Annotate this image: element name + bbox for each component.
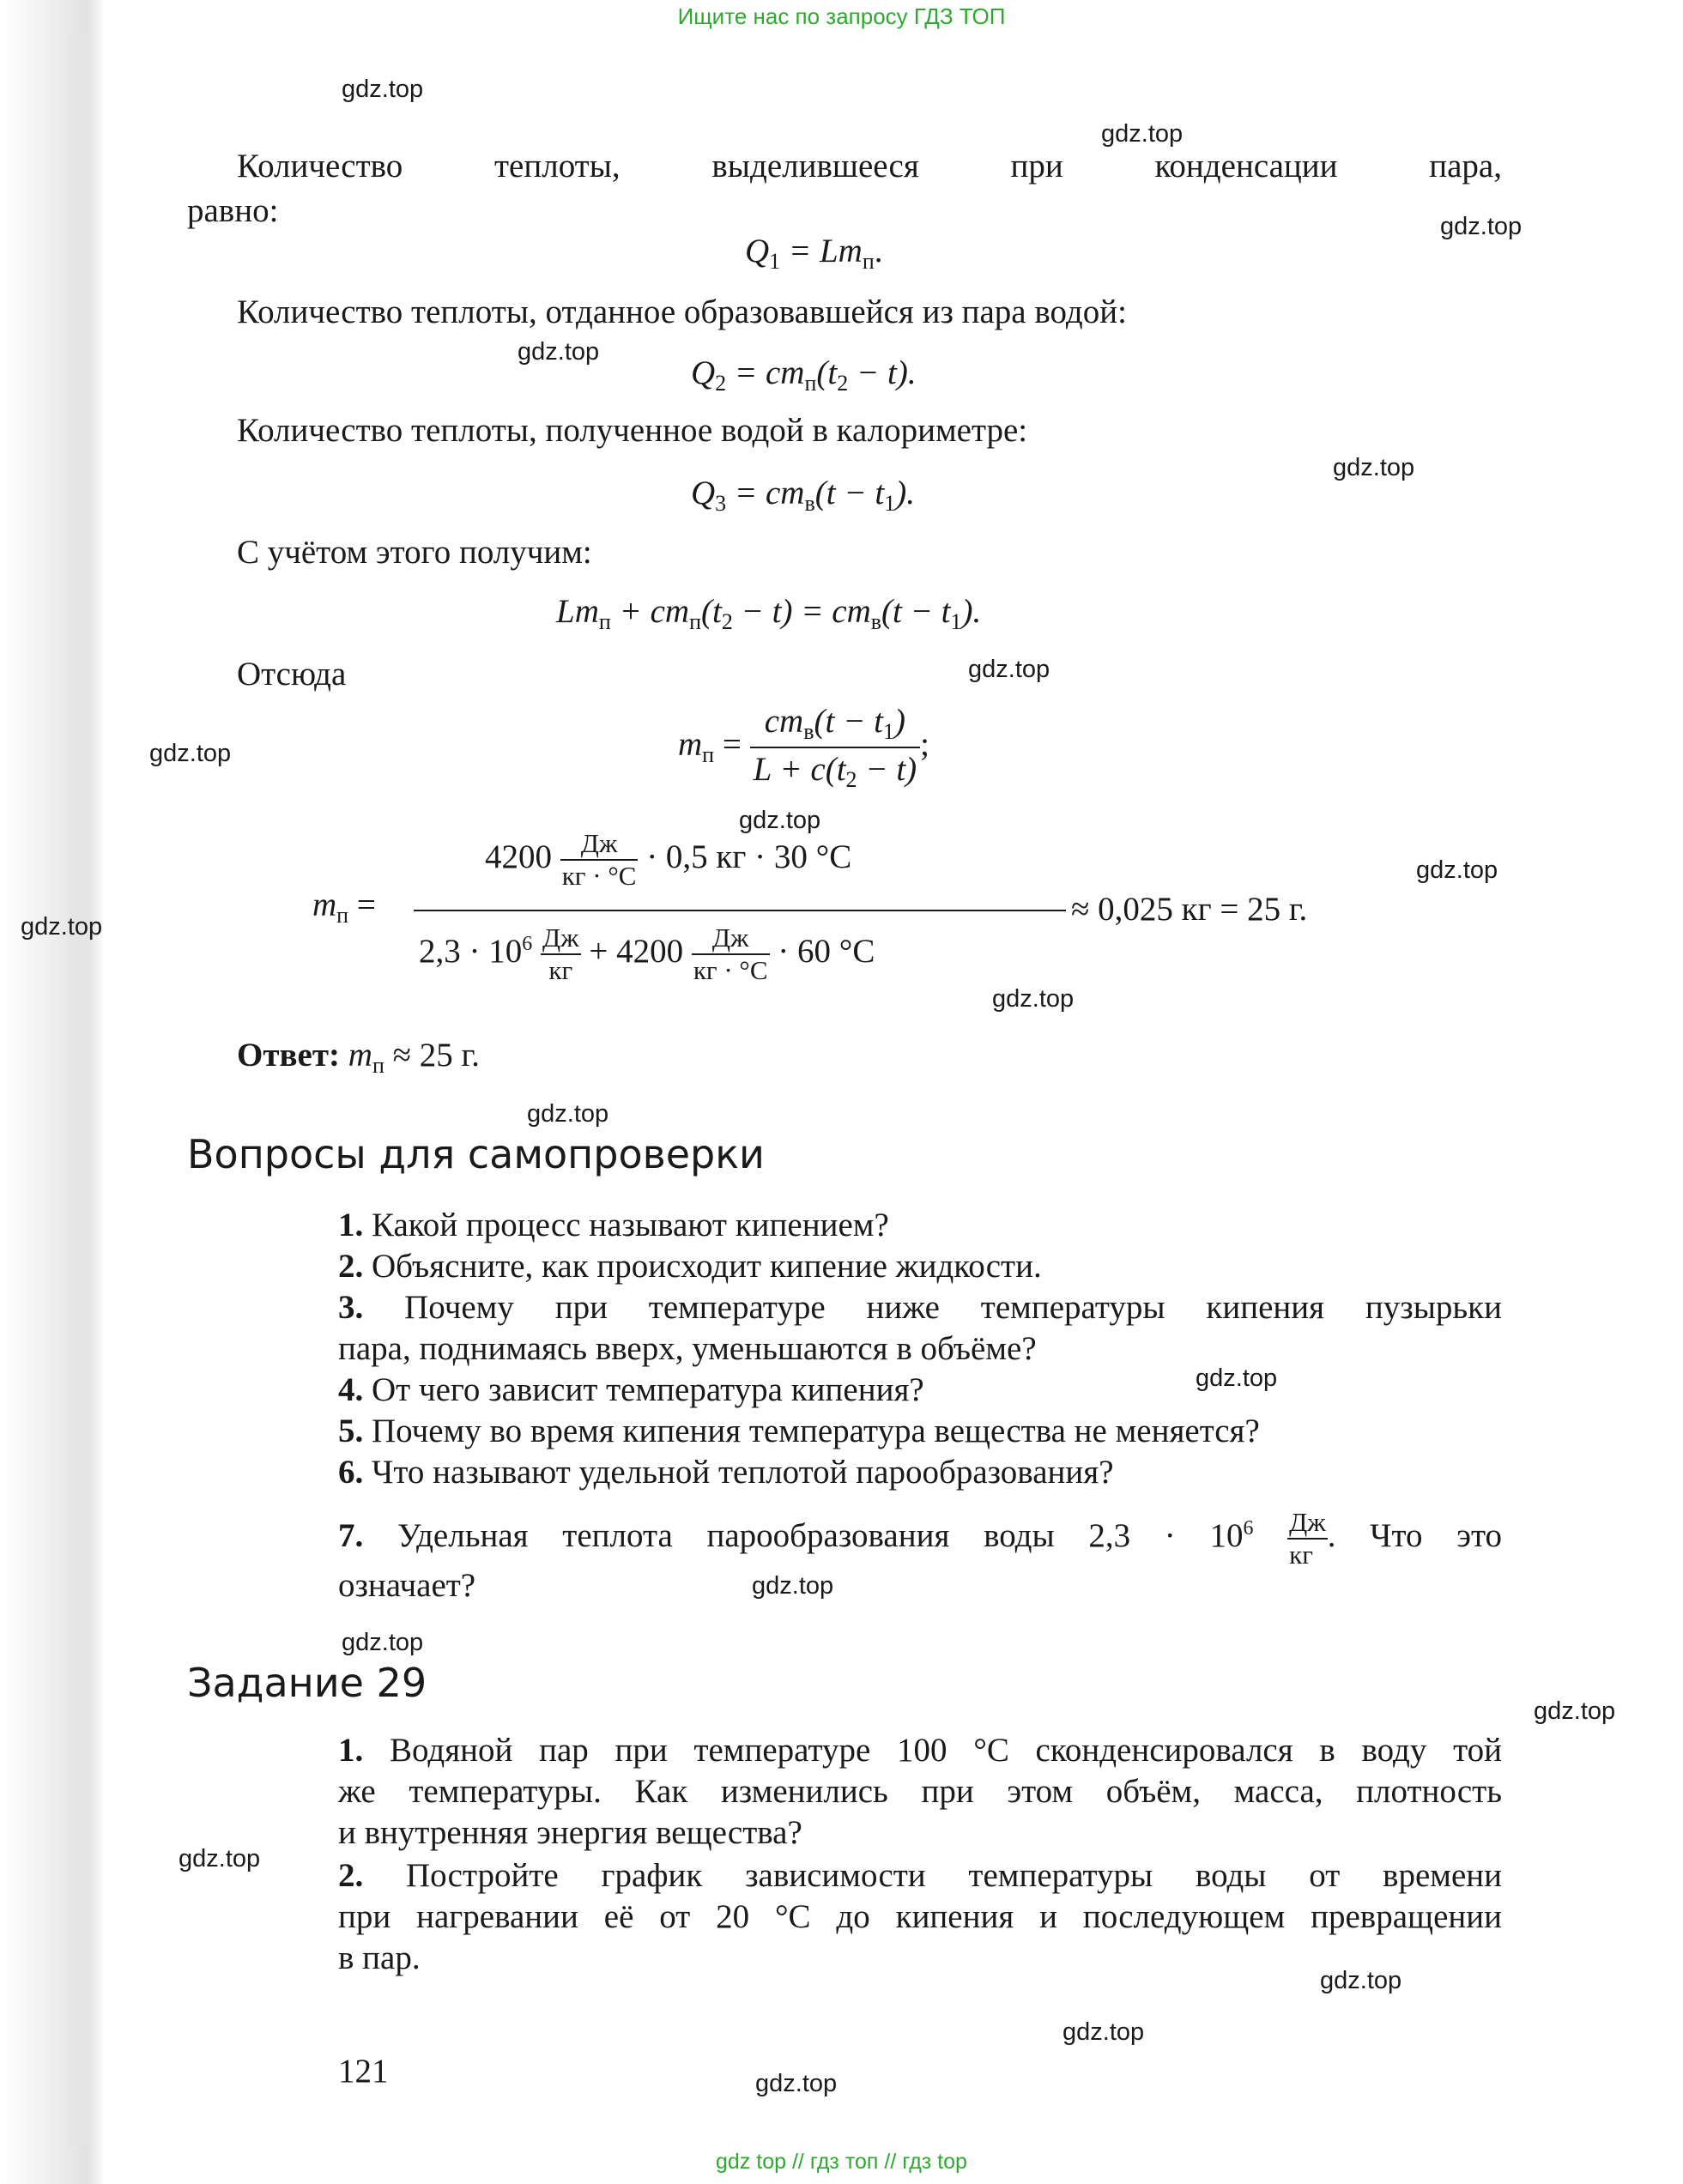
- watermark: gdz.top: [342, 1629, 424, 1656]
- intro-line: равно:: [187, 192, 279, 229]
- answer-line: Ответ: $m_п \approx 25$ г.: [237, 1037, 480, 1078]
- header-banner[interactable]: Ищите нас по запросу ГДЗ ТОП: [677, 3, 1006, 29]
- question-item: 2. Объясните, как происходит кипение жидкости.: [338, 1248, 1042, 1285]
- formula-balance: $Lm_п + cm_п(t_2 - t) = cm_в(t - t_1)$.: [556, 593, 982, 634]
- question-item: 1. Какой процесс называют кипением?: [338, 1207, 889, 1243]
- intro-line: С учётом этого получим:: [237, 534, 592, 571]
- numeric-denominator: $2,3 \cdot 10^6$ $\frac{Дж}{кг}$ + 4200 $\frac{Дж}{кг \cdot ^\circ С}$ · 60 °С: [419, 923, 875, 985]
- question-item: 3. Почему при температуре ниже температуры кипения пузырьки: [338, 1289, 1502, 1326]
- watermark: gdz.top: [1440, 213, 1523, 240]
- section-heading-task: Задание 29: [187, 1660, 427, 1706]
- watermark: gdz.top: [968, 656, 1050, 683]
- intro-line: Количество теплоты, полученное водой в калориметре:: [237, 412, 1028, 449]
- watermark: gdz.top: [518, 338, 600, 366]
- watermark: gdz.top: [1196, 1364, 1278, 1392]
- watermark: gdz.top: [752, 1572, 834, 1600]
- fraction-bar: [414, 910, 1066, 911]
- watermark: gdz.top: [1101, 120, 1184, 148]
- watermark: gdz.top: [149, 740, 232, 767]
- watermark: gdz.top: [1333, 454, 1415, 481]
- question-item: 7. Удельная теплота парообразования воды $2,3 \cdot 10^6$ $\frac{Дж}{кг}$ . Что это: [338, 1507, 1502, 1570]
- numeric-numerator: 4200 $\frac{Дж}{кг \cdot ^\circ С}$ · 0,5 кг · 30 °С: [485, 828, 852, 891]
- intro-line: Отсюда: [237, 656, 347, 693]
- formula-q1: $Q_1 = Lm_п$.: [745, 233, 883, 274]
- formula-mass: $m_п$ = $\frac{cm_в(t - t_1)}{L + c(t_2 - t)}$ ;: [678, 703, 930, 792]
- task-item-cont: при нагревании её от 20 °С до кипения и последующем превращении: [338, 1898, 1502, 1935]
- watermark: gdz.top: [179, 1845, 261, 1872]
- page-fold-shadow-strip: [67, 34, 91, 2145]
- question-item-cont: означает?: [338, 1567, 476, 1604]
- question-item-cont: пара, поднимаясь вверх, уменьшаются в объёме?: [338, 1330, 1037, 1367]
- intro-line: Количество теплоты, отданное образовавшейся из пара водой:: [237, 293, 1127, 330]
- task-item: 1. Водяной пар при температуре 100 °С сконденсировался в воду той: [338, 1732, 1502, 1769]
- watermark: gdz.top: [1062, 2018, 1145, 2046]
- numeric-m: $m_п$ =: [312, 886, 376, 928]
- footer-banner[interactable]: gdz top // гдз топ // гдз top: [716, 2150, 967, 2174]
- question-item: 4. От чего зависит температура кипения?: [338, 1371, 924, 1408]
- watermark: gdz.top: [992, 985, 1075, 1013]
- formula-q2: $Q_2 = cm_п(t_2 - t)$.: [691, 354, 917, 396]
- watermark: gdz.top: [755, 2070, 838, 2097]
- numeric-result: ≈ 0,025 кг = 25 г.: [1071, 891, 1308, 928]
- watermark: gdz.top: [342, 76, 424, 103]
- task-item-cont: же температуры. Как изменились при этом объём, масса, плотность: [338, 1773, 1502, 1810]
- formula-q3: $Q_3 = cm_в(t - t_1)$.: [691, 475, 915, 516]
- watermark: gdz.top: [1534, 1697, 1616, 1725]
- section-heading-questions: Вопросы для самопроверки: [187, 1131, 765, 1177]
- watermark: gdz.top: [1416, 856, 1498, 884]
- task-item-cont: в пар.: [338, 1939, 421, 1976]
- watermark: gdz.top: [21, 913, 103, 941]
- question-item: 6. Что называют удельной теплотой парообразования?: [338, 1454, 1114, 1491]
- intro-line: Количество теплоты, выделившееся при конденсации пара,: [237, 148, 1502, 185]
- task-item: 2. Постройте график зависимости температуры воды от времени: [338, 1857, 1503, 1894]
- watermark: gdz.top: [739, 807, 821, 834]
- page-number: 121: [338, 2053, 389, 2090]
- question-item: 5. Почему во время кипения температура вещества не меняется?: [338, 1413, 1260, 1449]
- watermark: gdz.top: [527, 1100, 609, 1128]
- watermark: gdz.top: [1320, 1967, 1402, 1994]
- task-item-cont: и внутренняя энергия вещества?: [338, 1814, 802, 1851]
